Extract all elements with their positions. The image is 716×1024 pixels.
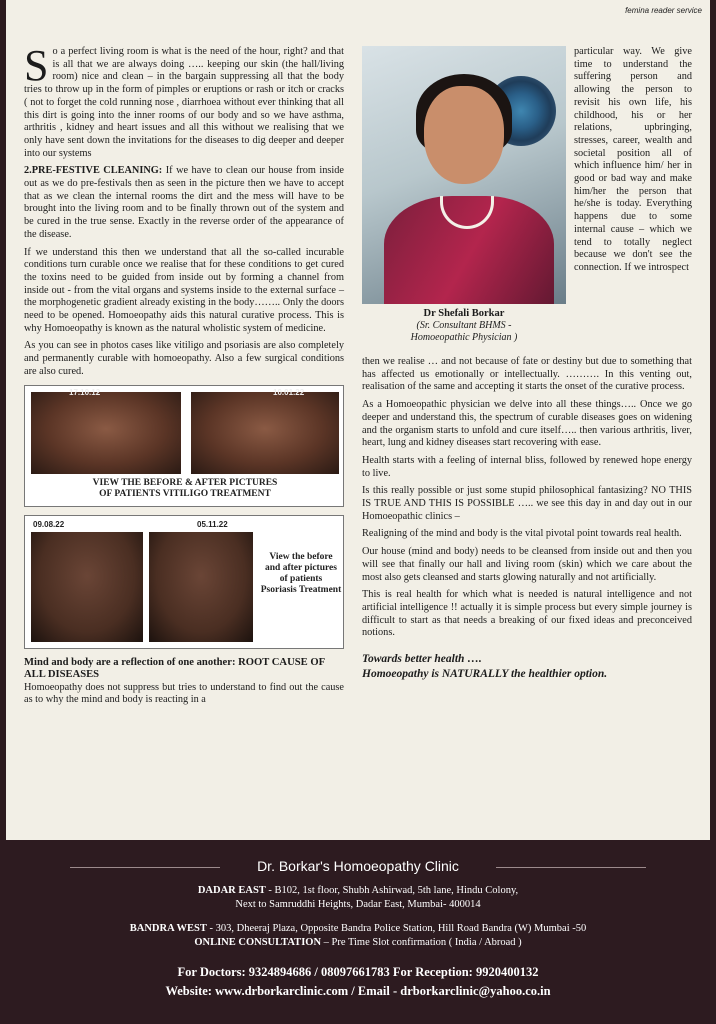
phone-numbers: For Doctors: 9324894686 / 08097661783 For Reception: 9920400132 — [177, 965, 539, 979]
section2-heading: 2.PRE-FESTIVE CLEANING: — [24, 165, 163, 177]
clinic-name: Dr. Borkar's Homoeopathy Clinic — [257, 858, 459, 874]
section-tag: femina reader service — [625, 6, 702, 15]
psoriasis-before-after-image — [24, 515, 344, 649]
vitiligo-before-after-image — [24, 385, 344, 507]
left-column — [24, 41, 345, 712]
right-column — [362, 46, 692, 682]
clinic-footer — [0, 840, 716, 1024]
right-paragraph-3: Health starts with a feeling of internal bliss, followed by renewed hope energy to live. — [362, 454, 692, 479]
vitiligo-date-after: 10.01.22 — [273, 387, 305, 397]
closing-signoff: Towards better health …. Homoeopathy is NATURALLY the healthier option. — [362, 653, 608, 681]
doctor-portrait — [362, 46, 566, 304]
intro-paragraph: So a perfect living room is what is the need of the hour, right? and that is all that we are always doing ….. keeping our skin (the hall/living room) nice and clean – in the bargain suppressing all that the body tries to throw up in the form of pimples or eruptions or rash or itch or cracks ( not to forget the cold running nose , diarrhoea without ever thinking that all this dirt is going into the inner rooms of our body and so we have asthma, arthritis , kidney and heart issues and all this without we realising that we only have sent down the invitations for the diseases to dig deeper and deeper into our systems — [24, 41, 344, 159]
mind-body-heading: Mind and body are a reflection of one another: ROOT CAUSE OF ALL DISEASES — [24, 656, 325, 681]
right-paragraph-4: Is this really possible or just some stupid philosophical fantasizing? NO THIS IS TRUE AND THIS IS POSSIBLE ….. we see this day in and day out in our Homoeopathic clinics – — [362, 485, 692, 522]
vitiligo-after-photo — [191, 392, 339, 474]
doctor-title-2: Homoeopathic Physician ) — [410, 332, 518, 343]
right-intro-paragraph: particular way. We give time to understand the suffering person and allowing the person to revisit his own life, his childhood, his or her relations, upbringing, stresses, career, wealth and societal position all of which influence him/ her in good or bad way and make him/her the person that he/she is today. Everything happens due to some internal cause – which we tend to totally neglect because we don't see the connection. If we introspect — [574, 46, 692, 273]
doctor-caption — [362, 304, 566, 344]
right-paragraph-7: This is real health for which what is needed is natural intelligence and not artificial intelligence !! actually it is simple process but every simple journey is difficult to start as that needs a breaking of our fixed ideas and preconceived notions. — [362, 589, 692, 639]
doctor-title-1: (Sr. Consultant BHMS - — [416, 320, 512, 331]
right-paragraph-5: Realigning of the mind and body is the vital pivotal point towards real health. — [362, 528, 682, 540]
psoriasis-date-before: 09.08.22 — [33, 519, 65, 529]
vitiligo-date-before: 17.10.12 — [69, 387, 101, 397]
right-paragraph-2: As a Homoeopathic physician we delve into all these things….. Once we go deeper and understand this, the spectrum of curable diseases goes on widening and the organism starts to unfold and cure itself….. then various arthritis, liver, heart, lung and kidney diseases start recovering with ease. — [362, 399, 692, 449]
psoriasis-before-photo — [31, 532, 143, 642]
psoriasis-after-photo — [149, 532, 253, 642]
website-email: Website: www.drborkarclinic.com / Email - drborkarclinic@yahoo.co.in — [165, 984, 551, 998]
right-paragraph-6: Our house (mind and body) needs to be cleansed from inside out and then you will see that finally our hall and living room (skin) which we care about the most also gets cleansed and starts glowing naturally and not artificially. — [362, 546, 692, 583]
dadar-address: DADAR EAST - B102, 1st floor, Shubh Ashirwad, 5th lane, Hindu Colony, Next to Samruddhi Heights, Dadar East, Mumbai- 400014 — [197, 885, 519, 910]
vitiligo-before-photo — [31, 392, 181, 474]
bandra-address: BANDRA WEST - 303, Dheeraj Plaza, Opposite Bandra Police Station, Hill Road Bandra (W) Mumbai -50 ONLINE CONSULTATION – Pre Time Slot confirmation ( India / Abroad ) — [129, 923, 587, 948]
doctor-name: Dr Shefali Borkar — [423, 308, 505, 319]
dropcap: S — [24, 41, 49, 90]
mind-body-paragraph: Homoeopathy does not suppress but tries to understand to find out the cause as to why the mind and body is reacting in a — [24, 681, 344, 706]
psoriasis-caption: View the before and after pictures of patients Psoriasis Treatment — [260, 551, 342, 595]
right-paragraph-1: then we realise … and not because of fate or destiny but due to something that has affected us emotionally or intellectually. ………. In this venting out, realisation of the same and accepting it starts the onset of the curative process. — [362, 356, 692, 393]
magazine-page — [6, 0, 710, 840]
section2-paragraph: 2.PRE-FESTIVE CLEANING: If we have to clean our house from inside out as we do pre-festivals then as seen in the picture then we have to accept that as we clean the internal rooms the dirt and the mess will have to be brought into the living room and to be finally thrown out of the system and be cured in the true sense. Exactly in the reverse order of the appearance of the disease. — [24, 165, 345, 240]
paragraph-4: As you can see in photos cases like vitiligo and psoriasis are also completely and permanently curable with homoeopathy. Also a few surgical conditions are also cured. — [24, 340, 344, 377]
psoriasis-date-after: 05.11.22 — [197, 519, 228, 529]
doctor-photo-box — [362, 46, 566, 356]
paragraph-3: If we understand this then we understand that all the so-called incurable conditions turn curable once we realise that for these conditions to get cured the toxins need to be guided from inside out by forming a channel from inside out - from the vital organs and systems inside to the external surface – the morphogenetic gradient already existing in the body…….. Only the doors need to be opened. Homoeopathy aids this natural curative process. This is why Homoeopathy is known as the natural wholistic system of medicine. — [24, 246, 344, 334]
vitiligo-caption: VIEW THE BEFORE & AFTER PICTURES OF PATIENTS VITILIGO TREATMENT — [92, 477, 278, 499]
